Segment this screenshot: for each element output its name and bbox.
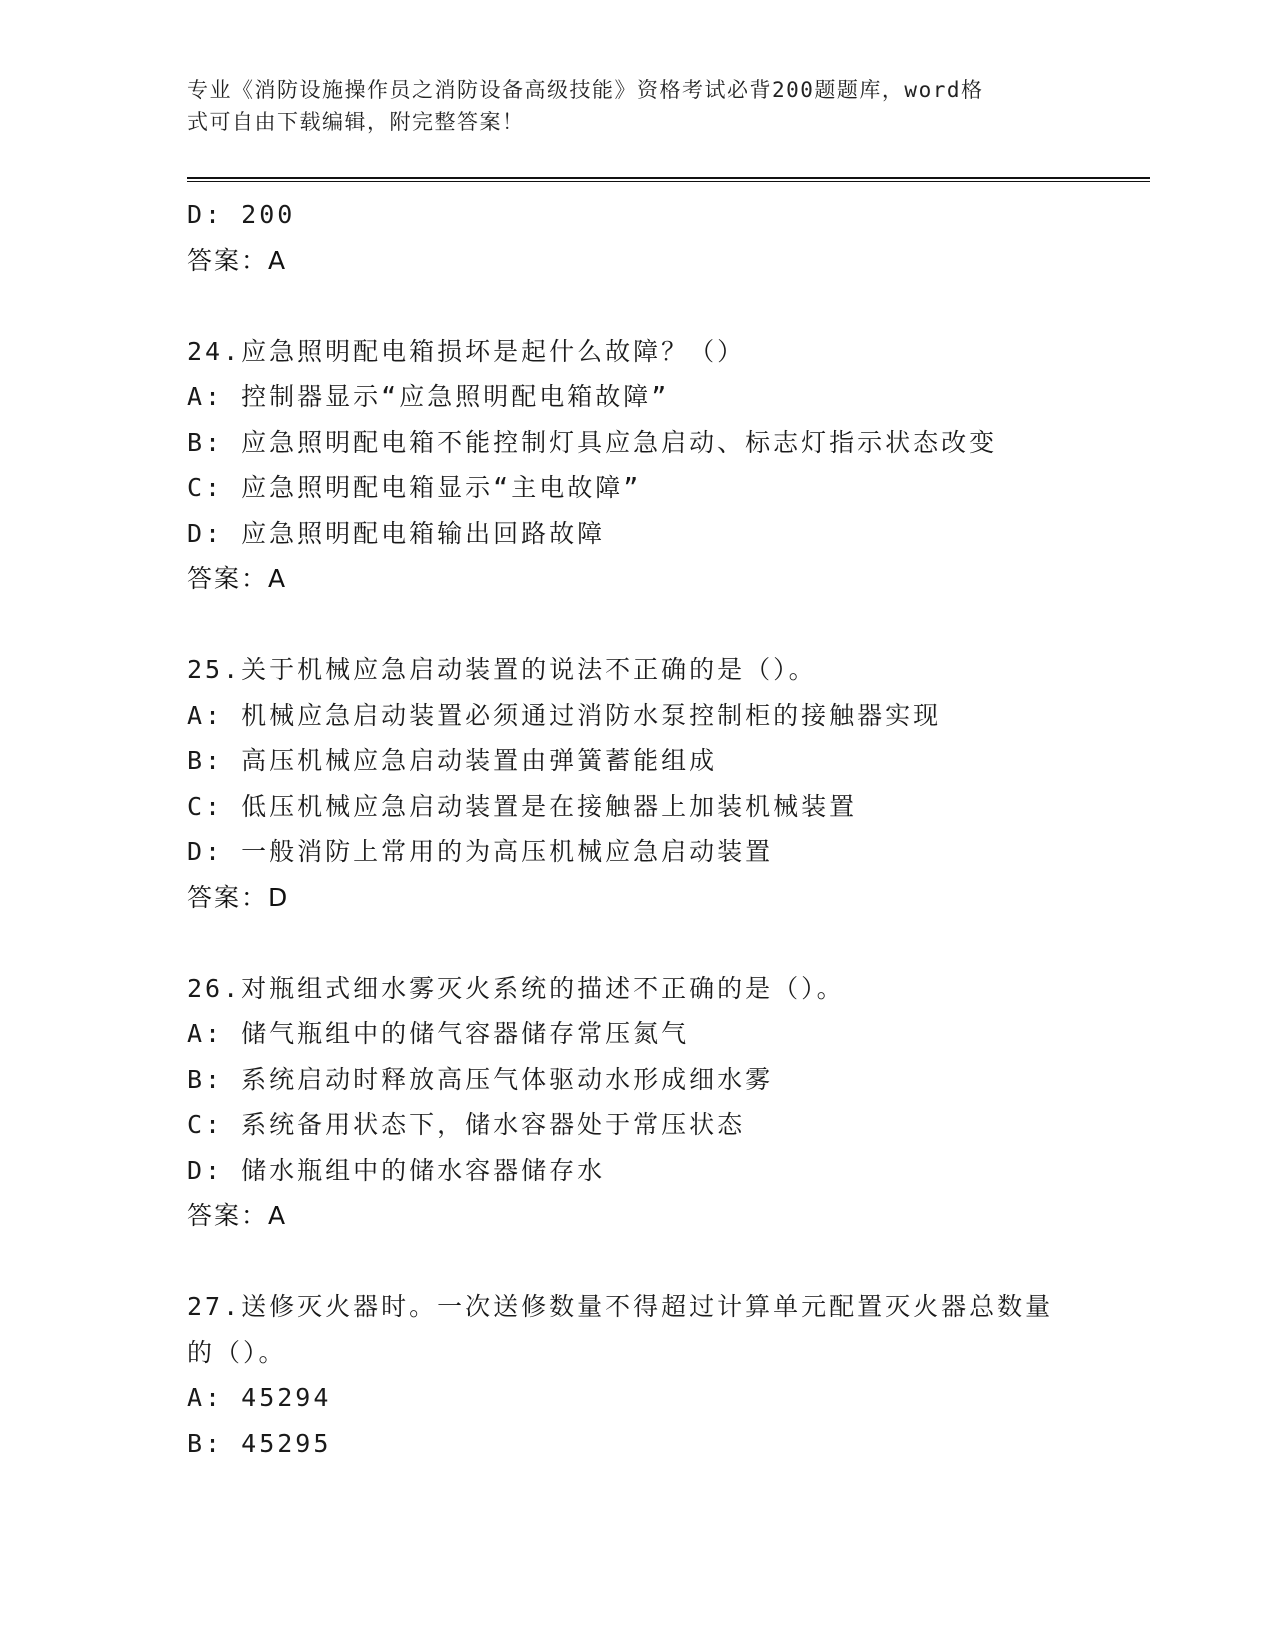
- option-b: B: 应急照明配电箱不能控制灯具应急启动、标志灯指示状态改变: [187, 427, 998, 457]
- question-26: [187, 966, 1087, 1239]
- question-stem: 25.关于机械应急启动装置的说法不正确的是（）。: [187, 655, 817, 684]
- option-a: A: 45294: [187, 1383, 332, 1412]
- option-a: A: 储气瓶组中的储气容器储存常压氮气: [187, 1019, 690, 1048]
- header-divider-thin: [187, 181, 1150, 182]
- header-divider-thick: [187, 177, 1150, 179]
- previous-answer: 答案：A: [187, 245, 288, 275]
- question-stem-line-2: 的（）。: [187, 1337, 287, 1367]
- question-27: [187, 1284, 1087, 1466]
- question-25: [187, 647, 1087, 920]
- spacer: [187, 283, 1087, 329]
- answer-line: 答案：A: [187, 1201, 288, 1230]
- spacer: [187, 602, 1087, 648]
- option-c: C: 低压机械应急启动装置是在接触器上加装机械装置: [187, 791, 858, 821]
- option-a: A: 机械应急启动装置必须通过消防水泵控制柜的接触器实现: [187, 700, 942, 730]
- answer-line: 答案：A: [187, 564, 288, 593]
- option-d: D: 应急照明配电箱输出回路故障: [187, 518, 606, 548]
- spacer: [187, 920, 1087, 966]
- option-b: B: 系统启动时释放高压气体驱动水形成细水雾: [187, 1064, 774, 1094]
- question-stem: 24.应急照明配电箱损坏是起什么故障？（）: [187, 336, 746, 366]
- question-24: [187, 329, 1087, 602]
- option-c: C: 应急照明配电箱显示“主电故障”: [187, 473, 642, 502]
- option-c: C: 系统备用状态下，储水容器处于常压状态: [187, 1110, 746, 1139]
- header-line-2: 式可自由下载编辑，附完整答案！: [187, 110, 525, 134]
- document-header: [187, 74, 1067, 138]
- option-b: B: 45295: [187, 1428, 332, 1458]
- document-body: [187, 192, 1087, 1466]
- option-a: A: 控制器显示“应急照明配电箱故障”: [187, 382, 670, 411]
- header-line-1: 专业《消防设施操作员之消防设备高级技能》资格考试必背200题题库，word格: [187, 78, 984, 102]
- question-stem-line-1: 27.送修灭火器时。一次送修数量不得超过计算单元配置灭火器总数量: [187, 1292, 1054, 1321]
- option-b: B: 高压机械应急启动装置由弹簧蓄能组成: [187, 746, 718, 775]
- spacer: [187, 1239, 1087, 1285]
- answer-line: 答案：D: [187, 882, 290, 912]
- option-d: D: 储水瓶组中的储水容器储存水: [187, 1155, 606, 1185]
- question-stem: 26.对瓶组式细水雾灭火系统的描述不正确的是（）。: [187, 973, 845, 1003]
- previous-option-d: D: 200: [187, 200, 296, 229]
- option-d: D: 一般消防上常用的为高压机械应急启动装置: [187, 837, 774, 866]
